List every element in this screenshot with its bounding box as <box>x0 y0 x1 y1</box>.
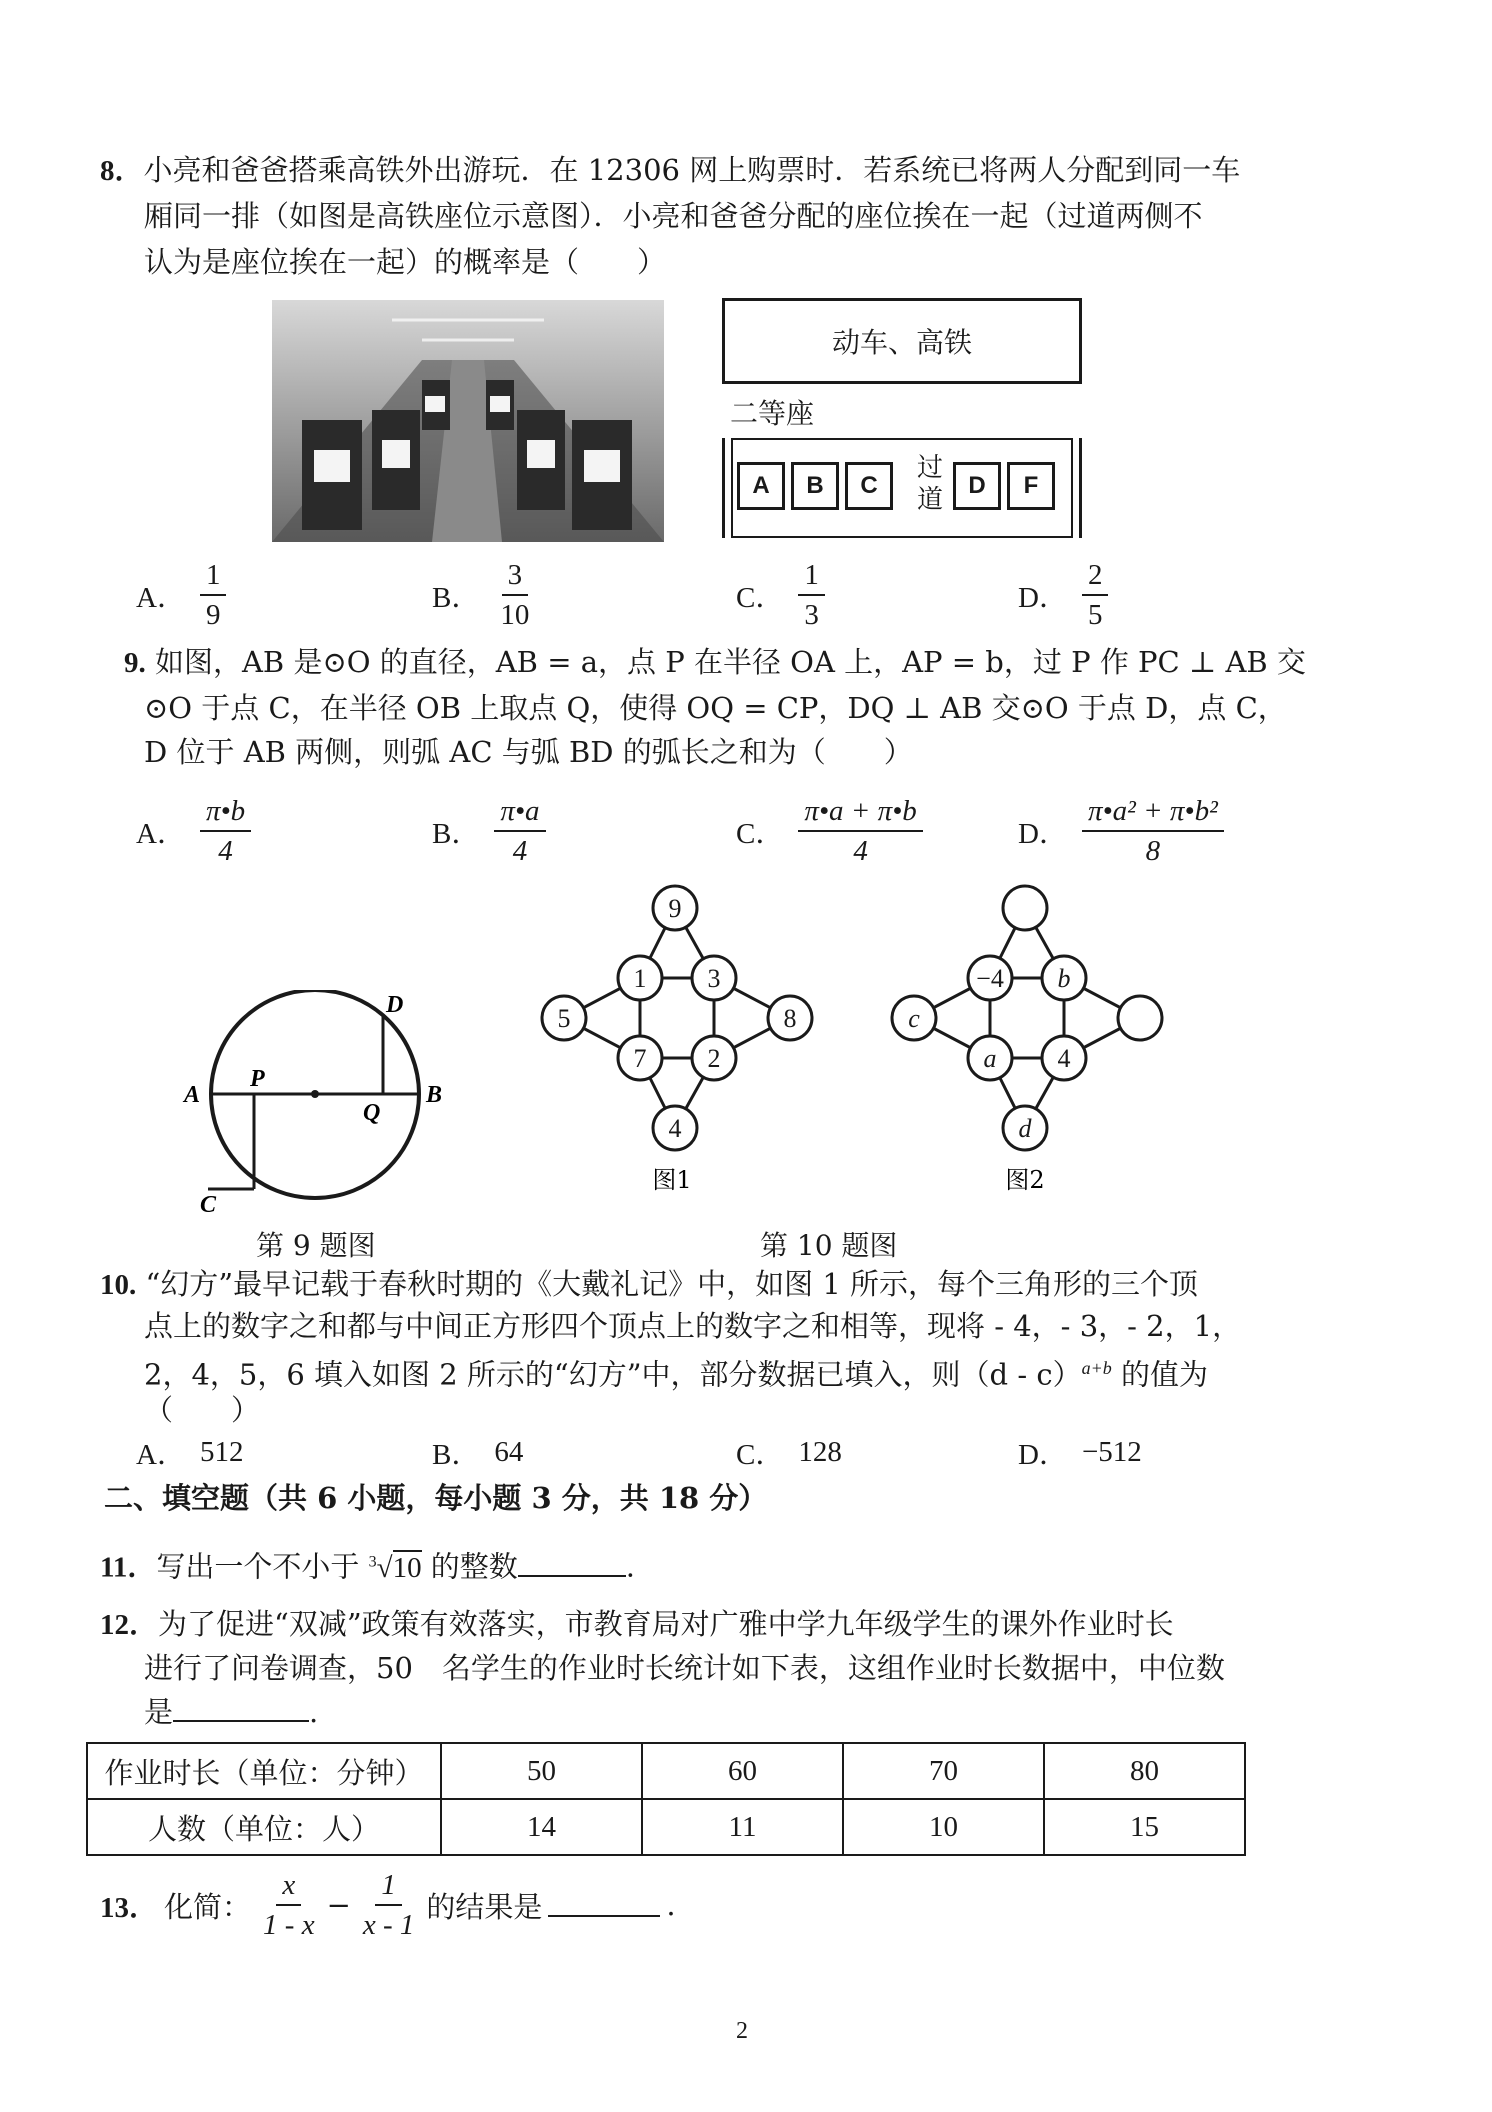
option-value: 64 <box>494 1436 524 1468</box>
table-cell: 15 <box>1044 1799 1245 1855</box>
seat-a: A <box>737 462 785 510</box>
label-a: A <box>184 1082 201 1108</box>
center-o-dot <box>311 1090 319 1098</box>
fig2-node-tr: b <box>1057 964 1071 993</box>
denominator: 10 <box>500 599 530 631</box>
q9-line1 <box>124 642 1306 683</box>
q11-number: 11． <box>100 1551 157 1584</box>
q12-data-table <box>86 1742 1246 1856</box>
q11-tail: 的整数 <box>430 1549 518 1584</box>
numerator: 1 <box>798 558 825 596</box>
q13-tail: 的结果是 <box>426 1889 543 1924</box>
fraction <box>1082 794 1224 868</box>
aisle-label: 过道 <box>916 453 943 515</box>
q8-number: 8． <box>100 155 144 187</box>
q12-answer-blank[interactable] <box>173 1720 309 1722</box>
q12-line1 <box>100 1604 1174 1645</box>
q13-number: 13． <box>100 1891 159 1924</box>
q13-fraction-2 <box>357 1868 421 1942</box>
denominator: 3 <box>804 599 819 631</box>
section-2-heading: 二、填空题（共 6 小题，每小题 3 分，共 18 分） <box>104 1481 768 1515</box>
fraction <box>494 558 535 632</box>
fig2-node-br: 4 <box>1057 1044 1071 1073</box>
q13 <box>100 1868 676 1942</box>
option-label: A． <box>136 1439 186 1471</box>
denominator: 8 <box>1145 835 1161 867</box>
table-cell: 10 <box>843 1799 1044 1855</box>
option-label: D． <box>1018 581 1068 614</box>
numerator: π•a² + π•b² <box>1082 794 1224 832</box>
fig1-node-left: 5 <box>557 1004 571 1033</box>
denominator: x - 1 <box>362 1909 415 1941</box>
q9-line2: ⊙O 于点 C，在半径 OB 上取点 Q，使得 OQ = CP，DQ ⊥ AB 交⊙O 于点 D，点 C， <box>144 691 1287 725</box>
q9-option-b <box>432 794 546 868</box>
q11-end: . <box>625 1549 636 1584</box>
fig2-node-bl: a <box>983 1044 997 1073</box>
q12-end: . <box>309 1695 319 1729</box>
option-label: A． <box>136 817 186 850</box>
table-row <box>87 1743 1245 1799</box>
q13-minus: − <box>326 1888 351 1922</box>
q8-option-a <box>136 558 226 632</box>
numerator: π•a + π•b <box>798 794 922 832</box>
q12-line1-text: 为了促进“双减”政策有效落实，市教育局对广雅中学九年级学生的课外作业时长 <box>158 1607 1174 1641</box>
q10-line2: 点上的数字之和都与中间正方形四个顶点上的数字之和相等，现将 - 4，- 3，- 2，1， <box>144 1309 1242 1343</box>
q10-figure-2 <box>880 878 1200 1198</box>
q8-line1-text: 小亮和爸爸搭乘高铁外出游玩．在 12306 网上购票时．若系统已将两人分配到同一车 <box>143 153 1241 187</box>
fig2-node-tl: −4 <box>976 964 1004 993</box>
option-label: B． <box>432 817 481 850</box>
option-value: 512 <box>199 1436 244 1468</box>
fig1-node-tr: 3 <box>707 964 721 993</box>
q8-line1 <box>100 150 1240 191</box>
table-row <box>87 1799 1245 1855</box>
table-cell: 11 <box>642 1799 843 1855</box>
option-value: −512 <box>1081 1436 1142 1468</box>
table-cell: 人数（单位：人） <box>87 1799 441 1855</box>
seat-c: C <box>845 462 893 510</box>
q12-line3-text: 是 <box>144 1695 174 1729</box>
q13-end: . <box>666 1888 676 1922</box>
seat-row-frame <box>722 438 1082 538</box>
fig1-node-bottom: 4 <box>668 1114 682 1143</box>
seat-diagram-header: 动车、高铁 <box>722 298 1082 384</box>
q10-line1-text: “幻方”最早记载于春秋时期的《大戴礼记》中，如图 1 所示，每个三角形的三个顶 <box>145 1267 1199 1301</box>
seat-class-label: 二等座 <box>730 397 815 430</box>
q11-radical: $^3$√10 <box>368 1551 422 1584</box>
option-label: D． <box>1018 1439 1068 1471</box>
q10-exponent: a+b <box>1081 1358 1112 1378</box>
denominator: 5 <box>1087 599 1103 631</box>
q10-figure-caption: 第 10 题图 <box>760 1229 898 1262</box>
fraction <box>200 794 251 868</box>
fraction <box>1082 558 1109 632</box>
label-p: P <box>250 1066 265 1092</box>
denominator: 9 <box>205 599 221 631</box>
label-b: B <box>426 1082 443 1108</box>
seats-right <box>953 462 1055 510</box>
option-label: B． <box>432 581 481 614</box>
q9-figure-caption: 第 9 题图 <box>256 1229 376 1262</box>
q8-option-b <box>432 558 535 632</box>
seat-b: B <box>791 462 839 510</box>
fig2-node-left: c <box>908 1004 920 1033</box>
q9-option-d <box>1018 794 1224 868</box>
label-d: D <box>386 992 404 1018</box>
q9-number: 9. <box>124 647 146 679</box>
q12-line2: 进行了问卷调查，50 名学生的作业时长统计如下表，这组作业时长数据中，中位数 <box>144 1651 1225 1685</box>
q12-number: 12． <box>100 1609 159 1641</box>
numerator: 1 <box>200 558 227 596</box>
fraction <box>798 558 825 632</box>
q8-line2: 厢同一排（如图是高铁座位示意图）．小亮和爸爸分配的座位挨在一起（过道两侧不 <box>144 199 1203 233</box>
q10-line4: （ ） <box>144 1393 261 1427</box>
option-value: 128 <box>798 1436 842 1468</box>
denominator: 4 <box>512 835 528 867</box>
q10-line3-tail: 的值为 <box>1120 1357 1208 1392</box>
fig1-caption: 图1 <box>652 1166 692 1194</box>
page-number: 2 <box>736 2018 748 2044</box>
fraction <box>494 794 545 868</box>
option-label: C． <box>736 581 785 614</box>
q9-option-a <box>136 794 251 868</box>
fig1-node-tl: 1 <box>633 964 647 993</box>
q10-option-b <box>432 1432 523 1473</box>
fraction <box>200 558 227 632</box>
table-cell: 60 <box>642 1743 843 1799</box>
table-cell: 70 <box>843 1743 1044 1799</box>
q8-option-c <box>736 558 825 632</box>
q10-option-a <box>136 1432 243 1473</box>
train-interior-photo <box>272 300 664 542</box>
q11-answer-blank[interactable] <box>518 1575 626 1577</box>
denominator: 4 <box>218 835 233 867</box>
option-label: A． <box>136 581 186 614</box>
numerator: 3 <box>502 558 529 596</box>
q9-line3: D 位于 AB 两侧，则弧 AC 与弧 BD 的弧长之和为（ ） <box>144 735 913 769</box>
denominator: 4 <box>853 835 868 867</box>
seats-left <box>737 462 893 510</box>
numerator: 1 <box>375 1868 402 1906</box>
q10-number: 10. <box>100 1269 137 1301</box>
radical-index: 3 <box>368 1553 377 1570</box>
q9-circle-figure <box>180 990 470 1220</box>
table-cell: 14 <box>441 1799 642 1855</box>
radicand: 10 <box>392 1551 422 1584</box>
numerator: x <box>276 1868 301 1906</box>
q13-text: 化简： <box>164 1889 252 1924</box>
option-label: C． <box>736 1439 785 1471</box>
label-q: Q <box>363 1100 381 1126</box>
q11-text: 写出一个不小于 <box>156 1549 360 1584</box>
table-cell: 作业时长（单位：分钟） <box>87 1743 441 1799</box>
fig1-node-br: 2 <box>707 1044 721 1073</box>
q10-line3-text: 2，4，5，6 填入如图 2 所示的“幻方”中，部分数据已填入，则（d - c） <box>144 1357 1082 1392</box>
q10-option-c <box>736 1432 842 1473</box>
q10-line1 <box>100 1264 1198 1305</box>
q11 <box>100 1542 635 1588</box>
option-label: C． <box>736 817 785 850</box>
fig1-node-bl: 7 <box>633 1044 647 1073</box>
q9-line1-text: 如图，AB 是⊙O 的直径，AB = a，点 P 在半径 OA 上，AP = b，过 P 作 PC ⊥ AB 交 <box>154 645 1306 679</box>
fig2-node-bottom: d <box>1018 1114 1032 1143</box>
numerator: π•a <box>494 794 545 832</box>
q10-line3 <box>144 1348 1208 1395</box>
q10-option-d <box>1018 1432 1142 1473</box>
q13-fraction-1 <box>257 1868 321 1942</box>
fig2-caption: 图2 <box>1005 1166 1045 1194</box>
table-cell: 50 <box>441 1743 642 1799</box>
label-c: C <box>200 1192 217 1218</box>
q9-option-c <box>736 794 923 868</box>
seat-d: D <box>953 462 1001 510</box>
seat-f: F <box>1007 462 1055 510</box>
table-cell: 80 <box>1044 1743 1245 1799</box>
q12-line3 <box>144 1692 318 1732</box>
option-label: B． <box>432 1439 481 1471</box>
q8-line3: 认为是座位挨在一起）的概率是（ ） <box>144 245 667 279</box>
fig1-node-top: 9 <box>668 894 682 923</box>
numerator: π•b <box>200 794 251 832</box>
fig1-node-right: 8 <box>783 1004 797 1033</box>
q10-figure-1 <box>530 878 850 1198</box>
option-label: D． <box>1018 817 1068 850</box>
fraction <box>798 794 922 868</box>
q8-option-d <box>1018 558 1108 632</box>
denominator: 1 - x <box>263 1909 315 1941</box>
q13-answer-blank[interactable] <box>548 1915 660 1917</box>
numerator: 2 <box>1082 558 1109 596</box>
